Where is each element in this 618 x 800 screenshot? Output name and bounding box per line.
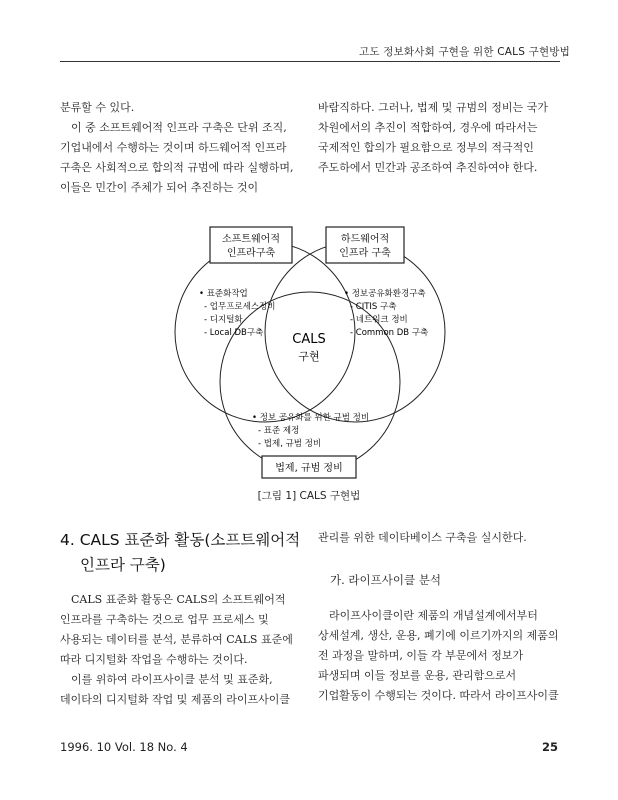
box-software-label-2: 인프라구축	[226, 248, 276, 259]
running-head: 고도 정보화사회 구현을 위한 CALS 구현방법	[358, 46, 570, 58]
top-right-column	[318, 98, 560, 178]
venn-svg	[0, 210, 618, 490]
paragraph: 라이프사이클이란 제품의 개념설계에서부터 상세설계, 생산, 운용, 폐기에 이르기까지의 제품의 전 과정을 말하며, 이들 각 부문에서 정보가 파생되며 이들 정보를 운용, 관리함으로서 기업활동이 수행되는 것이다. 따라서 라이프사이클	[318, 609, 559, 702]
paragraph: 바람직하다. 그러나, 법제 및 규범의 정비는 국가 차원에서의 추진이 적합하여, 경우에 따라서는 국제적인 합의가 필요함으로 정부의 적극적인 주도하에서 민간과 공조하여 추진하여야 한다.	[318, 101, 548, 174]
right-list-item: - Common DB 구축	[350, 328, 429, 338]
left-list-item: - 디지털화	[204, 315, 243, 325]
left-list-item: - Local DB구축	[204, 328, 264, 338]
box-hardware-label-2: 인프라 구축	[339, 248, 391, 259]
right-list-item: - 네트워크 정비	[350, 315, 408, 325]
right-list-item: - CITIS 구축	[350, 302, 397, 312]
center-label-cals: CALS	[292, 332, 326, 347]
page-number: 25	[541, 740, 558, 754]
section-right-paragraph	[318, 606, 560, 706]
paragraph: 이 중 소프트웨어적 인프라 구축은 단위 조직, 기업내에서 수행하는 것이며 하드웨어적 인프라 구축은 사회적으로 합의적 규범에 따라 실행하며, 이들은 민간이 주체가 되어 추진하는 것이	[60, 121, 294, 194]
subsection-title: 가. 라이프사이클 분석	[330, 573, 441, 587]
bottom-list-heading: • 정보 공유화를 위한 규범 정비	[252, 413, 370, 423]
box-legal-label: 법제, 규범 정비	[275, 463, 343, 474]
footer-issue: 1996. 10 Vol. 18 No. 4	[60, 740, 188, 754]
left-list-item: - 업무프로세스정비	[204, 302, 276, 312]
figure-caption: [그림 1] CALS 구현법	[257, 490, 361, 502]
section-right-column	[318, 528, 560, 548]
paragraph: CALS 표준화 활동은 CALS의 소프트웨어적 인프라를 구축하는 것으로 업무 프로세스 및 사용되는 데이터를 분석, 분류하여 CALS 표준에 따라 디지털화 작업을 수행하는 것이다.	[60, 593, 293, 666]
section-left-column	[60, 590, 302, 710]
section-title	[60, 528, 310, 578]
cals-venn-diagram	[0, 210, 618, 490]
box-software-label-1: 소프트웨어적	[222, 234, 280, 245]
section-title-line1: 4. CALS 표준화 활동(소프트웨어적	[60, 531, 301, 549]
top-left-column	[60, 98, 302, 198]
paragraph: 관리를 위한 데이타베이스 구축을 실시한다.	[318, 531, 527, 544]
box-hardware-label-1: 하드웨어적	[340, 234, 390, 245]
center-label-impl: 구현	[298, 350, 320, 363]
bottom-list-item: - 법제, 규범 정비	[258, 439, 322, 449]
header-rule	[60, 61, 560, 62]
section-title-line2: 인프라 구축)	[80, 556, 166, 574]
right-list-heading: • 정보공유화환경구축	[344, 289, 426, 299]
paragraph: 분류할 수 있다.	[60, 101, 135, 114]
left-list-heading: • 표준화작업	[199, 289, 248, 299]
bottom-list-item: - 표준 제정	[258, 426, 300, 436]
paragraph: 이를 위하여 라이프사이클 분석 및 표준화, 데이타의 디지털화 작업 및 제품의 라이프사이클	[60, 673, 291, 706]
